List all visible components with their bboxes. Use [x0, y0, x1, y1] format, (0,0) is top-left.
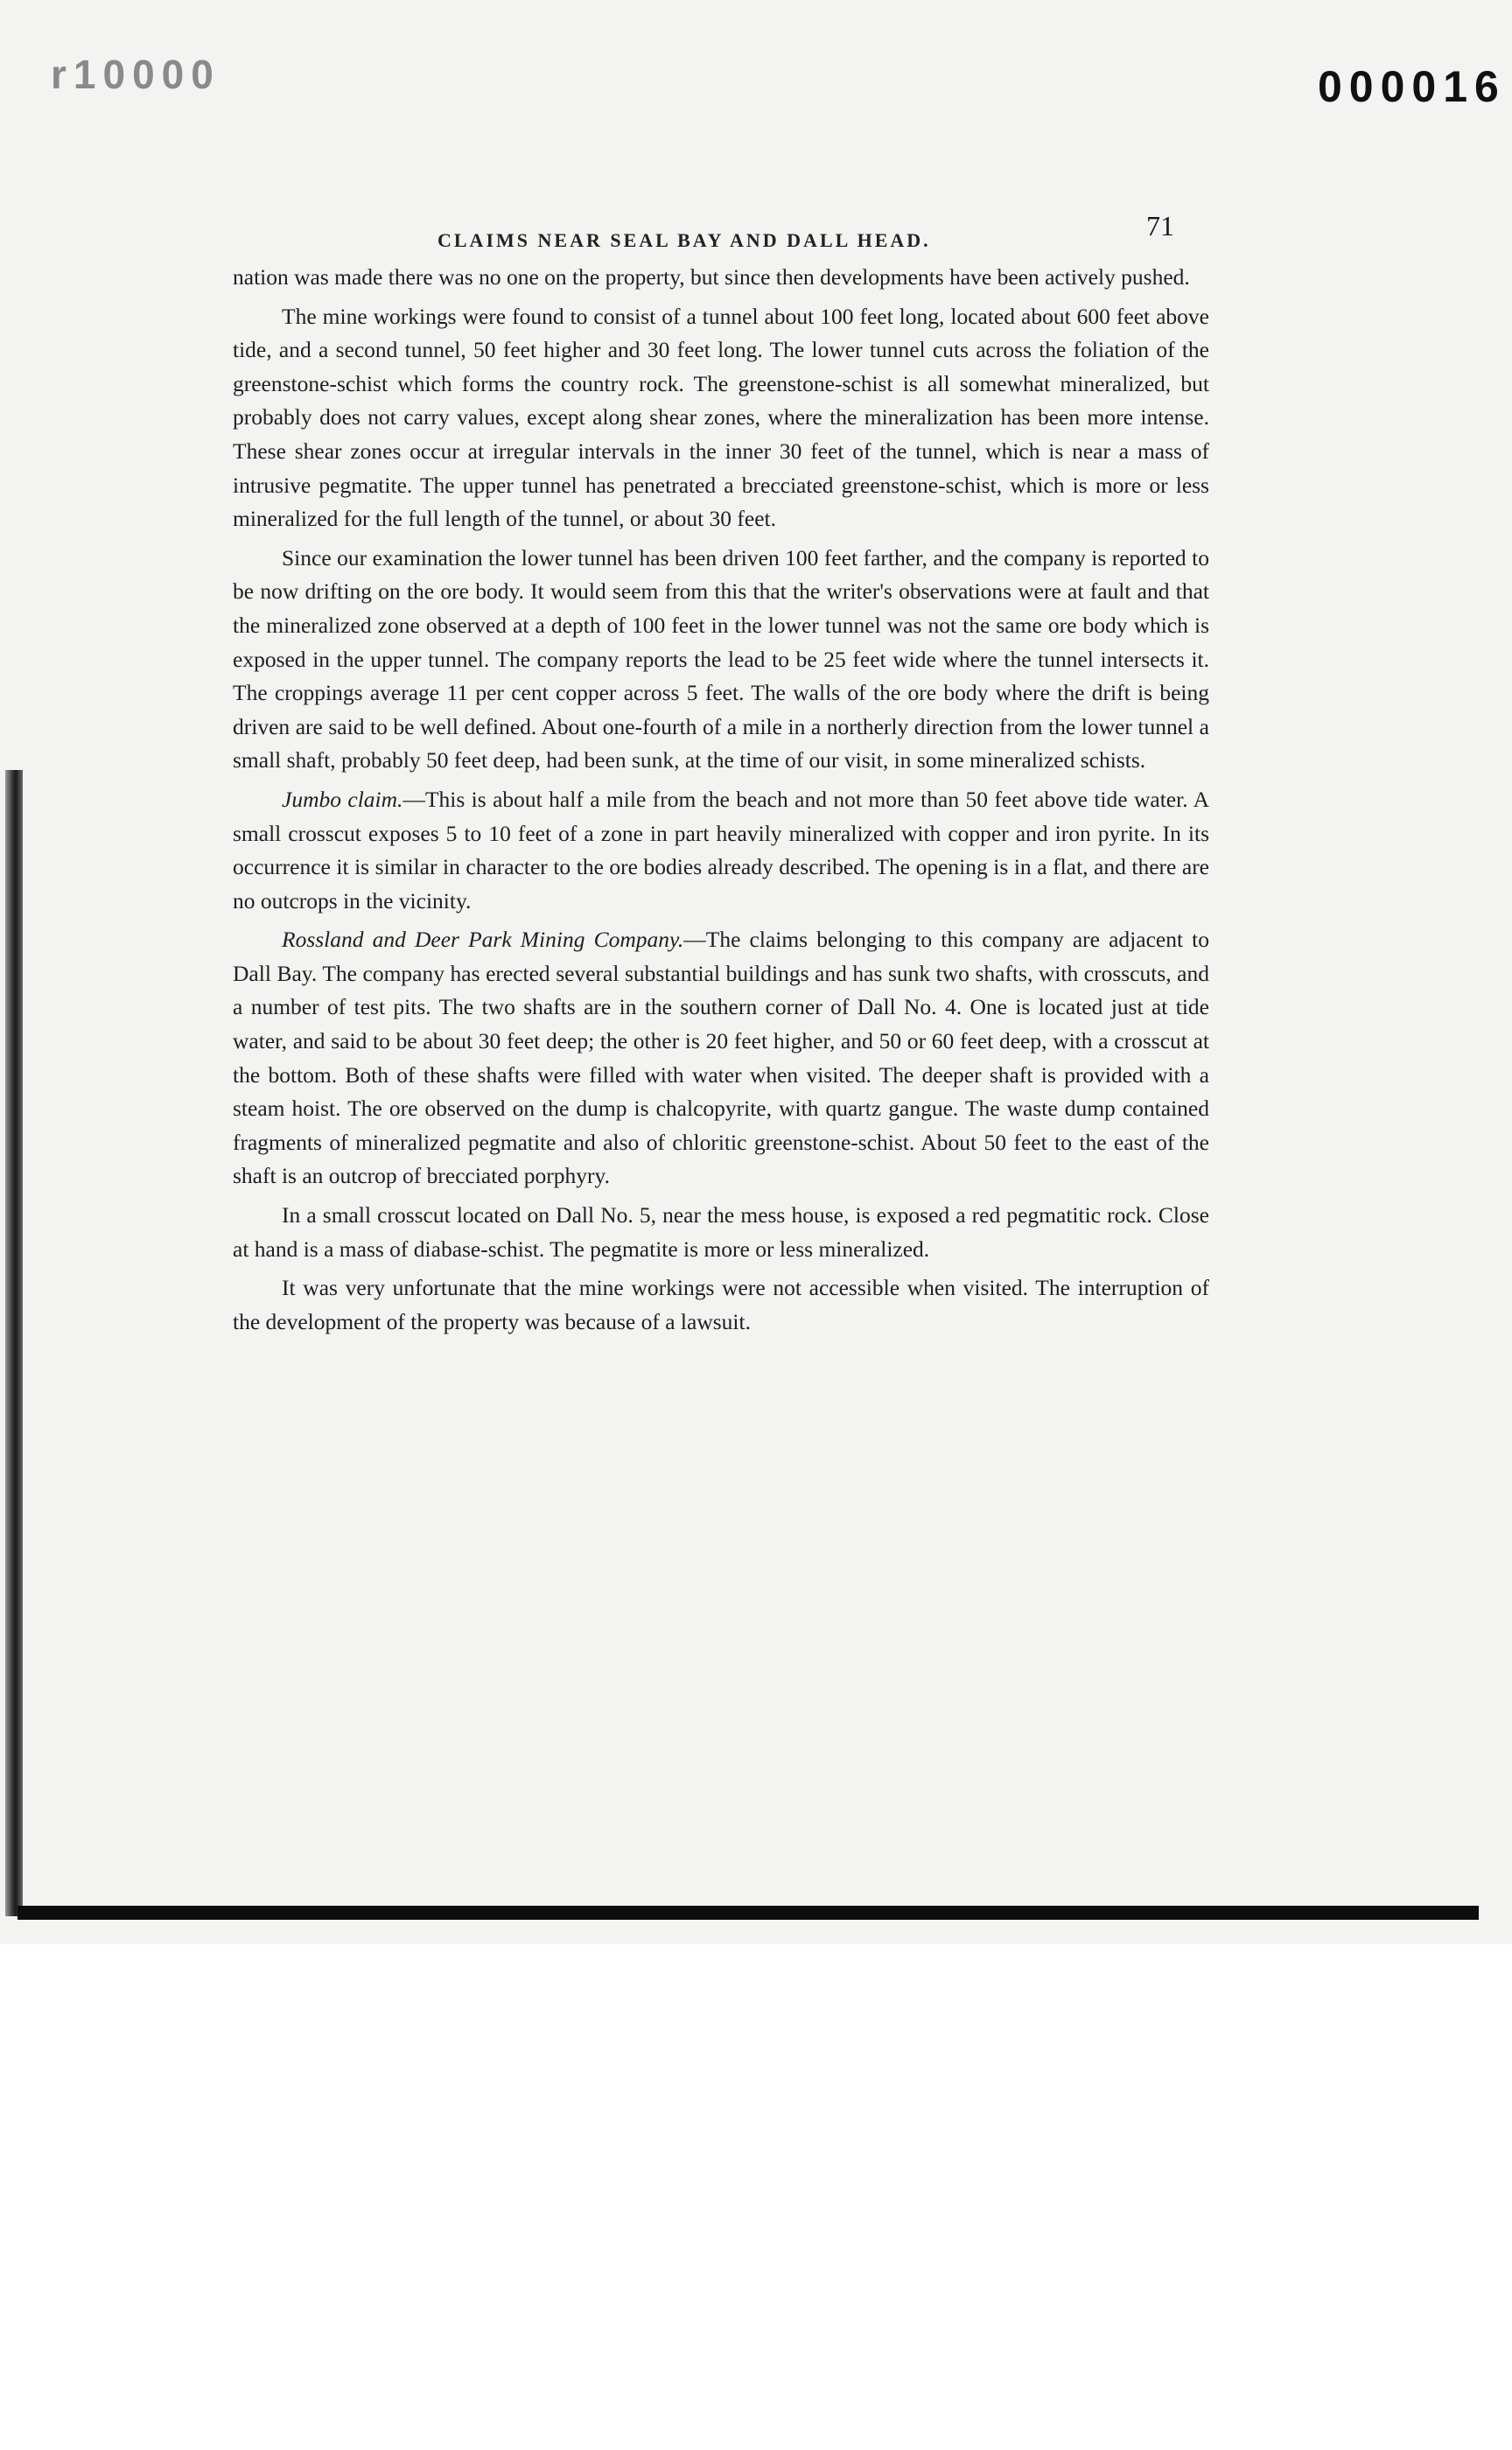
- rossland-company-text: —The claims belonging to this company are adjacent to Dall Bay. The company has erected several substantial buildings and has sunk two shafts, with crosscuts, and a number of test pits. The two shafts are in the southern corner of Dall No. 4. One is located just at tide water, and said to be about 30 feet deep; the other is 20 feet higher, and 50 or 60 feet deep, with a crosscut at the bottom. Both of these shafts were filled with water when visited. The deeper shaft is provided with a steam hoist. The ore observed on the dump is chalcopyrite, with quartz gangue. The waste dump contained fragments of mineralized pegmatite and also of chloritic greenstone-schist. About 50 feet to the east of the shaft is an outcrop of brecciated porphyry.: [233, 927, 1209, 1189]
- page-number: 71: [1146, 210, 1174, 242]
- paragraph-jumbo-claim: [233, 783, 1209, 918]
- paragraph-unfortunate: It was very unfortunate that the mine workings were not accessible when visited. The interruption of the development of the property was because of a lawsuit.: [233, 1275, 1209, 1334]
- paragraph-mine-workings: The mine workings were found to consist of a tunnel about 100 feet long, located about 600 feet above tide, and a second tunnel, 50 feet higher and 30 feet long. The lower tunnel cuts across the foliation of the greenstone-schist which forms the country rock. The greenstone-schist is all somewhat mineralized, but probably does not carry values, except along shear zones, where the mineralization has been more intense. These shear zones occur at irregular intervals in the inner 30 feet of the tunnel, which is near a mass of intrusive pegmatite. The upper tunnel has penetrated a brecciated greenstone-schist, which is more or less mineralized for the full length of the tunnel, or about 30 feet.: [233, 303, 1209, 532]
- body-text: [233, 261, 1209, 1344]
- archive-stamp-right: 000016: [1318, 62, 1506, 111]
- paragraph-continuation: nation was made there was no one on the property, but since then developments have been actively pushed.: [233, 264, 1190, 290]
- scan-edge-left: [5, 770, 23, 1916]
- scan-edge-bottom: [18, 1906, 1479, 1920]
- jumbo-claim-text: —This is about half a mile from the beach and not more than 50 feet above tide water. A small crosscut exposes 5 to 10 feet of a zone in part heavily mineralized with copper and iron pyrite. In its occurrence it is similar in character to the ore bodies already described. The opening is in a flat, and there are no outcrops in the vicinity.: [233, 786, 1209, 914]
- paragraph-rossland-company: [233, 923, 1209, 1194]
- archive-stamp-left: r10000: [51, 52, 220, 97]
- running-head: CLAIMS NEAR SEAL BAY AND DALL HEAD.: [438, 229, 931, 251]
- rossland-company-title: Rossland and Deer Park Mining Company.: [282, 927, 684, 953]
- paragraph-small-crosscut: In a small crosscut located on Dall No. 5, near the mess house, is exposed a red pegmatitic rock. Close at hand is a mass of diabase-schist. The pegmatite is more or less mineralized.: [233, 1202, 1209, 1262]
- jumbo-claim-title: Jumbo claim.: [282, 786, 403, 812]
- paragraph-lower-tunnel: Since our examination the lower tunnel has been driven 100 feet farther, and the company is reported to be now drifting on the ore body. It would seem from this that the writer's observations were at fault and that the mineralized zone observed at a depth of 100 feet in the lower tunnel was not the same ore body which is exposed in the upper tunnel. The company reports the lead to be 25 feet wide where the tunnel intersects it. The croppings average 11 per cent copper across 5 feet. The walls of the ore body where the drift is being driven are said to be well defined. About one-fourth of a mile in a northerly direction from the lower tunnel a small shaft, probably 50 feet deep, had been sunk, at the time of our visit, in some mineralized schists.: [233, 544, 1209, 774]
